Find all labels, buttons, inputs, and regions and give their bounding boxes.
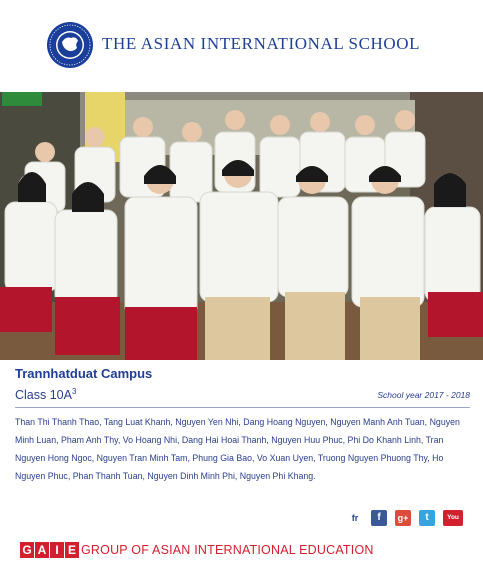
gaie-letter: G — [20, 542, 34, 558]
gaie-letter: A — [35, 542, 49, 558]
class-superscript: 3 — [71, 387, 77, 396]
youtube-icon[interactable]: You — [443, 510, 463, 526]
footer-group-name: GROUP OF ASIAN INTERNATIONAL EDUCATION — [81, 543, 374, 557]
gaie-logo[interactable] — [20, 542, 79, 558]
campus-name: Trannhatduat Campus — [15, 366, 153, 381]
gaie-letter: E — [65, 542, 79, 558]
class-group-photo — [0, 92, 483, 360]
fr-icon[interactable]: fr — [347, 510, 363, 526]
footer — [20, 541, 374, 559]
facebook-icon[interactable]: f — [371, 510, 387, 526]
gaie-letter: I — [50, 542, 64, 558]
twitter-icon[interactable]: t — [419, 510, 435, 526]
student-list: Than Thi Thanh Thao, Tang Luat Khanh, Nguyen Yen Nhi, Dang Hoang Nguyen, Nguyen Manh Anh Tuan, Nguyen Minh Luan, Pham Anh Thy, Vo Hoang Nhi, Dang Hai Hoai Thanh, Nguyen Huu Phuc, Phi Do Khanh Linh, Tran Nguyen Hong Ngoc, Nguyen Tran Minh Tam, Phung Gia Bao, Vo Xuan Uyen, Truong Nguyen Phuong Thy, Ho Nguyen Phuc, Phan Thanh Tuan, Nguyen Dinh Minh Phi, Nguyen Phi Khang. — [15, 417, 460, 481]
divider — [15, 407, 470, 408]
school-year: School year 2017 - 2018 — [377, 390, 470, 400]
class-label — [15, 387, 76, 402]
class-info-row — [15, 387, 470, 407]
school-name: THE ASIAN INTERNATIONAL SCHOOL — [102, 34, 421, 53]
header — [0, 0, 483, 92]
school-logo-icon[interactable] — [47, 22, 93, 68]
google-plus-icon[interactable]: g+ — [395, 510, 411, 526]
social-links — [347, 510, 463, 526]
class-name: Class 10A — [15, 388, 72, 402]
